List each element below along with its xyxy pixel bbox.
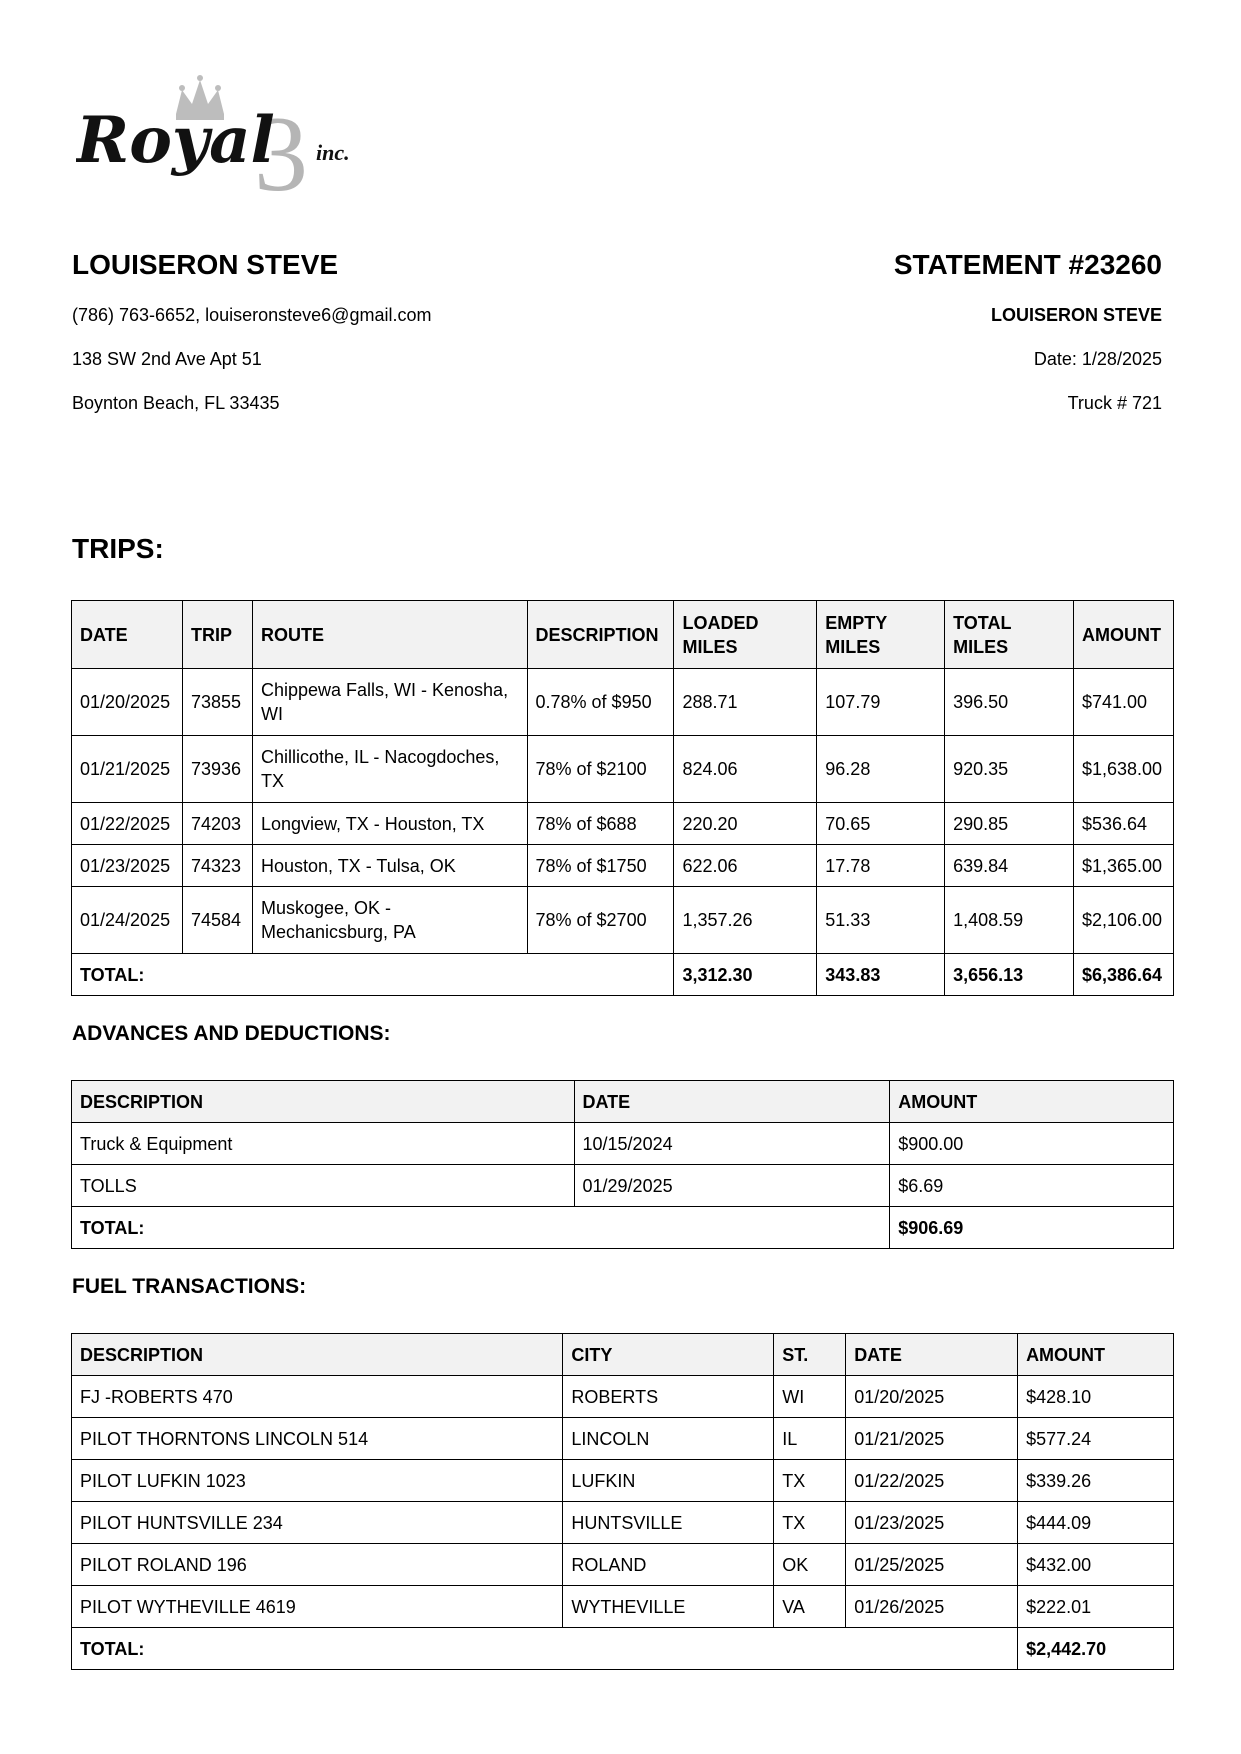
column-header: TRIP xyxy=(182,601,252,669)
trip-amount: $2,106.00 xyxy=(1073,887,1173,954)
fuel-description: FJ -ROBERTS 470 xyxy=(72,1376,563,1418)
advance-description: TOLLS xyxy=(72,1165,575,1207)
advances-table xyxy=(71,1080,1174,1249)
trip-loaded-miles: 824.06 xyxy=(674,736,817,803)
fuel-date: 01/25/2025 xyxy=(846,1544,1018,1586)
trips-header-row xyxy=(72,601,1174,669)
table-row xyxy=(72,845,1174,887)
driver-contact: (786) 763-6652, louiseronsteve6@gmail.com xyxy=(72,305,432,325)
fuel-amount: $428.10 xyxy=(1018,1376,1174,1418)
trip-date: 01/24/2025 xyxy=(72,887,183,954)
column-header: AMOUNT xyxy=(890,1081,1174,1123)
total-miles: 3,656.13 xyxy=(945,954,1074,996)
trip-route: Chillicothe, IL - Nacogdoches, TX xyxy=(252,736,527,803)
trip-total-miles: 920.35 xyxy=(945,736,1074,803)
trip-date: 01/21/2025 xyxy=(72,736,183,803)
fuel-state: WI xyxy=(774,1376,846,1418)
trip-amount: $1,638.00 xyxy=(1073,736,1173,803)
advances-heading: ADVANCES AND DEDUCTIONS: xyxy=(72,1022,391,1045)
trip-number: 74584 xyxy=(182,887,252,954)
fuel-date: 01/23/2025 xyxy=(846,1502,1018,1544)
fuel-city: HUNTSVILLE xyxy=(563,1502,774,1544)
trip-total-miles: 396.50 xyxy=(945,669,1074,736)
table-row xyxy=(72,736,1174,803)
trip-number: 73855 xyxy=(182,669,252,736)
fuel-state: OK xyxy=(774,1544,846,1586)
advance-amount: $900.00 xyxy=(890,1123,1174,1165)
trips-table xyxy=(71,600,1174,996)
advances-header-row xyxy=(72,1081,1174,1123)
logo-number: 3 xyxy=(254,95,308,202)
fuel-city: ROLAND xyxy=(563,1544,774,1586)
driver-info xyxy=(72,248,431,436)
fuel-total-row xyxy=(72,1628,1174,1670)
trip-description: 0.78% of $950 xyxy=(527,669,674,736)
fuel-city: LUFKIN xyxy=(563,1460,774,1502)
trip-date: 01/20/2025 xyxy=(72,669,183,736)
fuel-header-row xyxy=(72,1334,1174,1376)
fuel-amount: $444.09 xyxy=(1018,1502,1174,1544)
fuel-description: PILOT HUNTSVILLE 234 xyxy=(72,1502,563,1544)
column-header: DATE xyxy=(846,1334,1018,1376)
fuel-amount: $222.01 xyxy=(1018,1586,1174,1628)
trip-number: 73936 xyxy=(182,736,252,803)
fuel-description: PILOT WYTHEVILLE 4619 xyxy=(72,1586,563,1628)
trip-empty-miles: 70.65 xyxy=(817,803,945,845)
fuel-date: 01/21/2025 xyxy=(846,1418,1018,1460)
total-amount: $906.69 xyxy=(890,1207,1174,1249)
fuel-state: IL xyxy=(774,1418,846,1460)
column-header: EMPTY MILES xyxy=(817,601,945,669)
trip-amount: $536.64 xyxy=(1073,803,1173,845)
trip-description: 78% of $2100 xyxy=(527,736,674,803)
advances-total-row xyxy=(72,1207,1174,1249)
table-row xyxy=(72,887,1174,954)
fuel-date: 01/20/2025 xyxy=(846,1376,1018,1418)
table-row xyxy=(72,1418,1174,1460)
trip-route: Muskogee, OK - Mechanicsburg, PA xyxy=(252,887,527,954)
column-header: DATE xyxy=(574,1081,890,1123)
logo-suffix: inc. xyxy=(316,140,350,165)
column-header: DESCRIPTION xyxy=(72,1081,575,1123)
table-row xyxy=(72,669,1174,736)
trip-description: 78% of $1750 xyxy=(527,845,674,887)
fuel-city: WYTHEVILLE xyxy=(563,1586,774,1628)
driver-address-line1: 138 SW 2nd Ave Apt 51 xyxy=(72,349,262,369)
trip-loaded-miles: 220.20 xyxy=(674,803,817,845)
trip-total-miles: 639.84 xyxy=(945,845,1074,887)
advance-amount: $6.69 xyxy=(890,1165,1174,1207)
trip-total-miles: 1,408.59 xyxy=(945,887,1074,954)
trip-empty-miles: 107.79 xyxy=(817,669,945,736)
table-row xyxy=(72,1165,1174,1207)
fuel-heading: FUEL TRANSACTIONS: xyxy=(72,1275,307,1298)
trip-amount: $1,365.00 xyxy=(1073,845,1173,887)
total-label: TOTAL: xyxy=(72,1207,890,1249)
total-amount: $6,386.64 xyxy=(1073,954,1173,996)
table-row xyxy=(72,1586,1174,1628)
driver-address-line2: Boynton Beach, FL 33435 xyxy=(72,393,280,413)
column-header: ST. xyxy=(774,1334,846,1376)
fuel-amount: $339.26 xyxy=(1018,1460,1174,1502)
statement-title: STATEMENT #23260 xyxy=(893,249,1162,280)
total-label: TOTAL: xyxy=(72,954,674,996)
advance-date: 10/15/2024 xyxy=(574,1123,890,1165)
total-loaded-miles: 3,312.30 xyxy=(674,954,817,996)
trip-loaded-miles: 1,357.26 xyxy=(674,887,817,954)
fuel-date: 01/26/2025 xyxy=(846,1586,1018,1628)
trip-route: Longview, TX - Houston, TX xyxy=(252,803,527,845)
trip-loaded-miles: 288.71 xyxy=(674,669,817,736)
fuel-city: ROBERTS xyxy=(563,1376,774,1418)
trip-description: 78% of $2700 xyxy=(527,887,674,954)
trip-route: Chippewa Falls, WI - Kenosha, WI xyxy=(252,669,527,736)
fuel-state: TX xyxy=(774,1502,846,1544)
statement-name: LOUISERON STEVE xyxy=(990,305,1162,325)
column-header: DESCRIPTION xyxy=(72,1334,563,1376)
column-header: ROUTE xyxy=(252,601,527,669)
fuel-table xyxy=(71,1333,1174,1670)
statement-info xyxy=(894,248,1162,436)
fuel-city: LINCOLN xyxy=(563,1418,774,1460)
fuel-date: 01/22/2025 xyxy=(846,1460,1018,1502)
statement-truck: Truck # 721 xyxy=(1067,393,1162,413)
table-row xyxy=(72,1123,1174,1165)
table-row xyxy=(72,803,1174,845)
logo-main-text: Royal xyxy=(76,103,275,178)
trip-date: 01/22/2025 xyxy=(72,803,183,845)
trip-date: 01/23/2025 xyxy=(72,845,183,887)
trip-empty-miles: 51.33 xyxy=(817,887,945,954)
fuel-amount: $432.00 xyxy=(1018,1544,1174,1586)
fuel-description: PILOT LUFKIN 1023 xyxy=(72,1460,563,1502)
fuel-description: PILOT THORNTONS LINCOLN 514 xyxy=(72,1418,563,1460)
column-header: LOADED MILES xyxy=(674,601,817,669)
company-logo xyxy=(76,72,386,202)
trip-empty-miles: 96.28 xyxy=(817,736,945,803)
fuel-state: VA xyxy=(774,1586,846,1628)
table-row xyxy=(72,1502,1174,1544)
column-header: TOTAL MILES xyxy=(945,601,1074,669)
trip-total-miles: 290.85 xyxy=(945,803,1074,845)
column-header: AMOUNT xyxy=(1018,1334,1174,1376)
trips-heading: TRIPS: xyxy=(72,533,164,564)
table-row xyxy=(72,1544,1174,1586)
driver-name: LOUISERON STEVE xyxy=(72,249,339,280)
total-empty-miles: 343.83 xyxy=(817,954,945,996)
advance-date: 01/29/2025 xyxy=(574,1165,890,1207)
column-header: DATE xyxy=(72,601,183,669)
advance-description: Truck & Equipment xyxy=(72,1123,575,1165)
table-row xyxy=(72,1376,1174,1418)
total-amount: $2,442.70 xyxy=(1018,1628,1174,1670)
table-row xyxy=(72,1460,1174,1502)
trip-amount: $741.00 xyxy=(1073,669,1173,736)
total-label: TOTAL: xyxy=(72,1628,1018,1670)
trip-loaded-miles: 622.06 xyxy=(674,845,817,887)
fuel-state: TX xyxy=(774,1460,846,1502)
statement-date: Date: 1/28/2025 xyxy=(1033,349,1162,369)
column-header: DESCRIPTION xyxy=(527,601,674,669)
column-header: CITY xyxy=(563,1334,774,1376)
trip-number: 74203 xyxy=(182,803,252,845)
fuel-amount: $577.24 xyxy=(1018,1418,1174,1460)
column-header: AMOUNT xyxy=(1073,601,1173,669)
trip-number: 74323 xyxy=(182,845,252,887)
trip-route: Houston, TX - Tulsa, OK xyxy=(252,845,527,887)
fuel-description: PILOT ROLAND 196 xyxy=(72,1544,563,1586)
trip-description: 78% of $688 xyxy=(527,803,674,845)
trips-total-row xyxy=(72,954,1174,996)
trip-empty-miles: 17.78 xyxy=(817,845,945,887)
